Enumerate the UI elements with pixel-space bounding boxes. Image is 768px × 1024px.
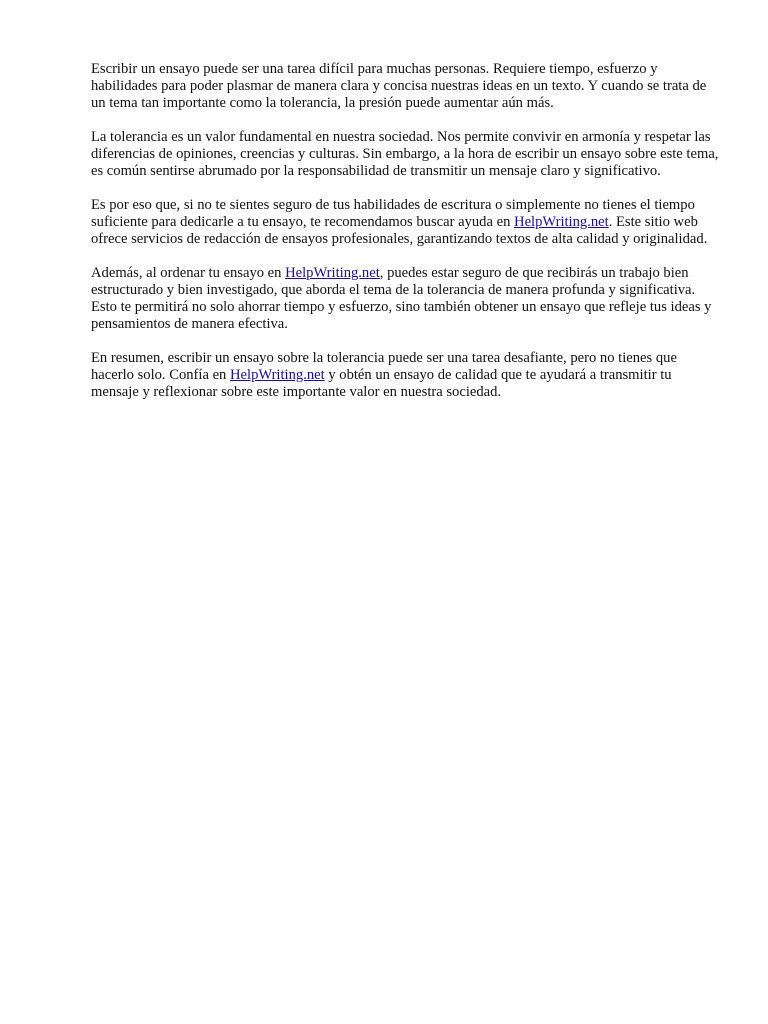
helpwriting-link-2[interactable]: HelpWriting.net [285, 265, 380, 281]
paragraph-tolerance-value-text: La tolerancia es un valor fundamental en nuestra sociedad. Nos permite convivir en armonía y respetar las diferencias de opiniones, creencias y culturas. Sin embargo, a la hora de escribir un ensayo sobre este tema, es común sentirse abrumado por la responsabilidad de transmitir un mensaje claro y significativo. [91, 129, 719, 179]
paragraph-summary-text-after: y obtén un ensayo de calidad que te ayudará a transmitir tu mensaje y reflexionar sobre este importante valor en nuestra sociedad. [91, 367, 672, 400]
paragraph-intro-text: Escribir un ensayo puede ser una tarea difícil para muchas personas. Requiere tiempo, esfuerzo y habilidades para poder plasmar de manera clara y concisa nuestras ideas en un texto. Y cuando se trata de un tema tan importante como la tolerancia, la presión puede aumentar aún más. [91, 61, 707, 111]
paragraph-benefits [91, 265, 723, 333]
paragraph-summary [91, 350, 723, 401]
paragraph-summary-text-before: En resumen, escribir un ensayo sobre la tolerancia puede ser una tarea desafiante, pero no tienes que hacerlo solo. Confía en [91, 350, 677, 383]
helpwriting-link-1[interactable]: HelpWriting.net [514, 214, 609, 230]
paragraph-recommendation-text-after: . Este sitio web ofrece servicios de redacción de ensayos profesionales, garantizando textos de alta calidad y originalidad. [91, 214, 708, 247]
paragraph-benefits-text-after: , puedes estar seguro de que recibirás un trabajo bien estructurado y bien investigado, que aborda el tema de la tolerancia de manera profunda y significativa. Esto te permitirá no solo ahorrar tiempo y esfuerzo, sino también obtener un ensayo que refleje tus ideas y pensamientos de manera efectiva. [91, 265, 712, 332]
paragraph-recommendation [91, 197, 723, 248]
document-body [91, 61, 723, 418]
helpwriting-link-3[interactable]: HelpWriting.net [230, 367, 325, 383]
paragraph-benefits-text-before: Además, al ordenar tu ensayo en [91, 265, 286, 281]
paragraph-intro [91, 61, 723, 112]
paragraph-recommendation-text-before: Es por eso que, si no te sientes seguro de tus habilidades de escritura o simplemente no tienes el tiempo suficiente para dedicarle a tu ensayo, te recomendamos buscar ayuda en [91, 197, 695, 230]
paragraph-tolerance-value [91, 129, 723, 180]
